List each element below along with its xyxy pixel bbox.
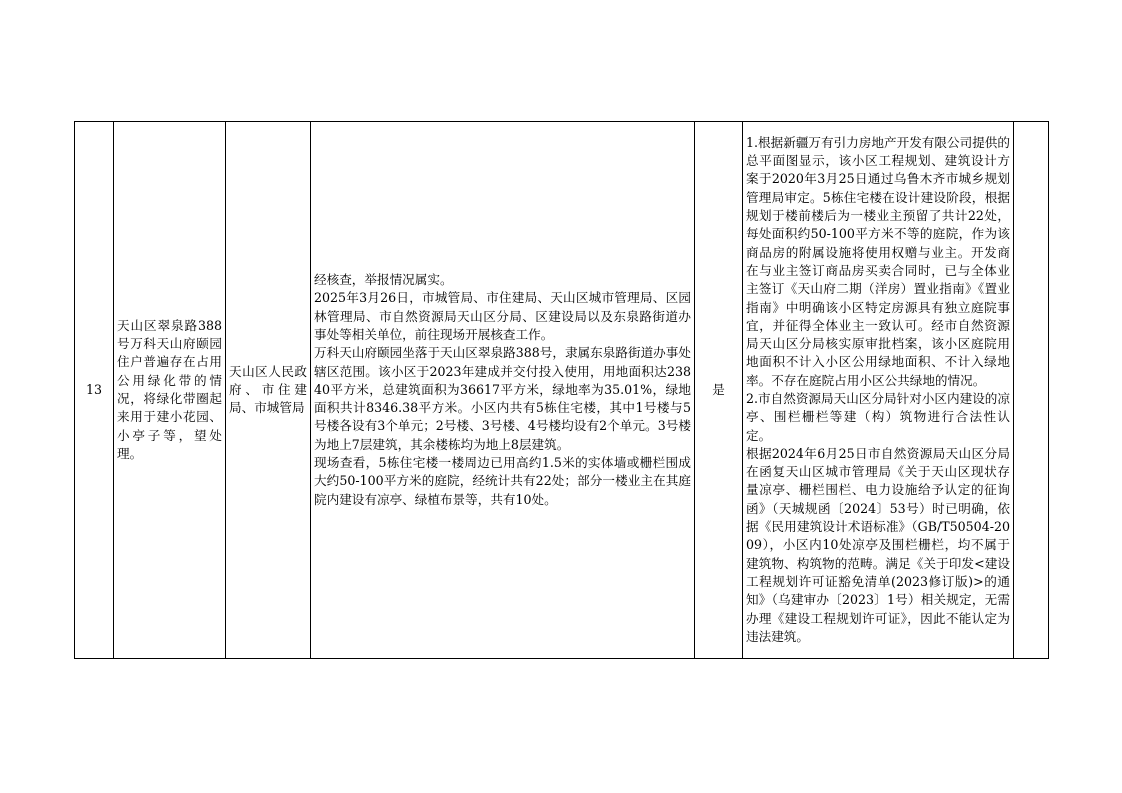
is-true-cell: 是	[695, 122, 743, 659]
verification-paragraph: 经核查，举报情况属实。	[314, 272, 453, 288]
row-number-cell: 13	[75, 122, 114, 659]
responsible-department-cell: 天山区人民政府、市住建局、市城管局	[226, 122, 311, 659]
remark-cell	[1014, 122, 1049, 659]
verification-paragraph: 2025年3月26日，市城管局、市住建局、天山区城市管理局、区园林管理局、市自然资源局天山区分局、区建设局以及东泉路街道办事处等相关单位，前往现场开展核查工作。	[314, 290, 691, 342]
issue-description-cell: 天山区翠泉路388号万科天山府颐园住户普遍存在占用公用绿化带的情况，将绿化带圈起来用于建小花园、小亭子等，望处理。	[114, 122, 226, 659]
result-paragraph: 1.根据新疆万有引力房地产开发有限公司提供的总平面图显示，该小区工程规划、建筑设计方案于2020年3月25日通过乌鲁木齐市城乡规划管理局审定。5栋住宅楼在设计建设阶段，根据规划于楼前楼后为一楼业主预留了共计22处，每处面积约50-100平方米不等的庭院，作为该商品房的附属设施将使用权赠与业主。开发商在与业主签订商品房买卖合同时，已与全体业主签订《天山府二期（洋房）置业指南》《置业指南》中明确该小区特定房源具有独立庭院事宜，并征得全体业主一致认可。经市自然资源局天山区分局核实原审批档案，该小区庭院用地面积不计入小区公用绿地面积、不计入绿地率。不存在庭院占用小区公共绿地的情况。	[746, 134, 1010, 388]
result-paragraph: 2.市自然资源局天山区分局针对小区内建设的凉亭、围栏栅栏等建（构）筑物进行合法性认定。	[746, 391, 1010, 443]
table-row	[75, 122, 1049, 659]
result-paragraph: 根据2024年6月25日市自然资源局天山区分局在函复天山区城市管理局《关于天山区现状存量凉亭、栅栏围栏、电力设施给予认定的征询函》（天城规函〔2024〕53号）时已明确，依据《民用建筑设计术语标准》（GB/T50504-2009），小区内10处凉亭及围栏栅栏，均不属于建筑物、构筑物的范畴。满足《关于印发<建设工程规划许可证豁免清单(2023修订版)>的通知》（乌建审办〔2023〕1号）相关规定，无需办理《建设工程规划许可证》，因此不能认定为违法建筑。	[746, 445, 1010, 644]
verification-paragraph: 现场查看，5栋住宅楼一楼周边已用高约1.5米的实体墙或栅栏围成大约50-100平方米的庭院，经统计共有22处；部分一楼业主在其庭院内建设有凉亭、绿植布景等，共有10处。	[314, 455, 691, 507]
verification-cell	[311, 122, 695, 659]
verification-paragraph: 万科天山府颐园坐落于天山区翠泉路388号，隶属东泉路街道办事处辖区范围。该小区于2023年建成并交付投入使用，用地面积达23840平方米，总建筑面积为36617平方米，绿地率为35.01%，绿地面积共计8346.38平方米。小区内共有5栋住宅楼，其中1号楼与5号楼各设有3个单元；2号楼、3号楼、4号楼均设有2个单元。3号楼为地上7层建筑，其余楼栋均为地上8层建筑。	[314, 345, 691, 452]
handling-result-cell	[743, 122, 1014, 659]
complaint-table	[74, 121, 1049, 659]
